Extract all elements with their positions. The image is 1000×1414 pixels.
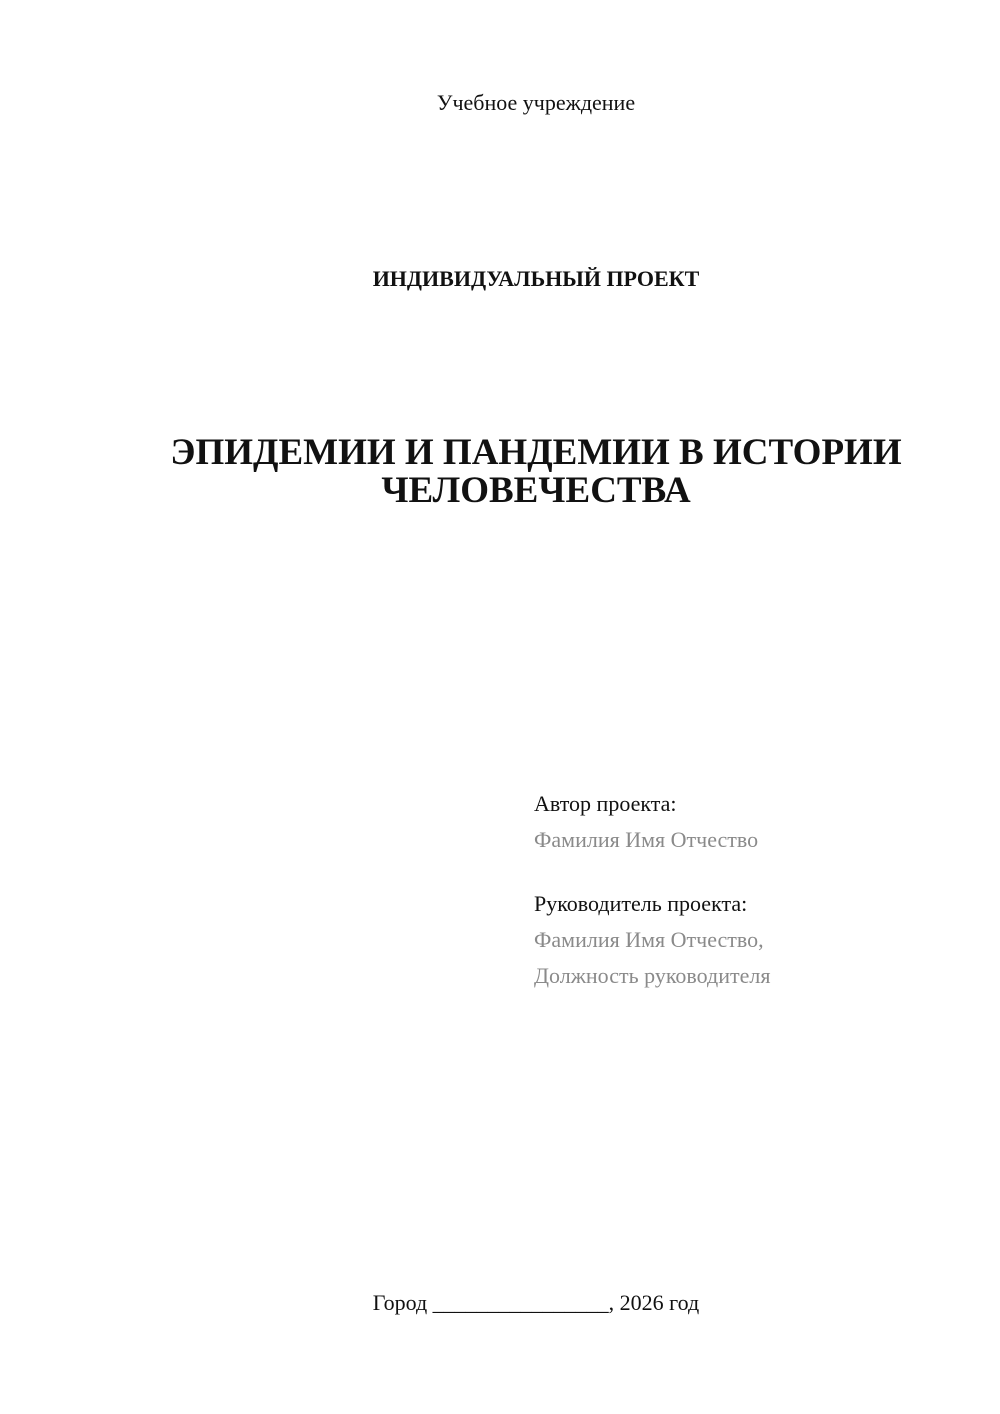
footer-city-year bbox=[0, 1290, 1000, 1316]
city-label: Город bbox=[372, 1290, 428, 1315]
institution-name: Учебное учреждение bbox=[436, 90, 636, 115]
author-name: Фамилия Имя Отчество bbox=[534, 827, 759, 852]
supervisor-name: Фамилия Имя Отчество, bbox=[534, 927, 764, 952]
supervisor-position: Должность руководителя bbox=[534, 963, 771, 988]
project-title-line-1: ЭПИДЕМИИ И ПАНДЕМИИ В ИСТОРИИ bbox=[170, 432, 902, 473]
spacer bbox=[534, 858, 770, 886]
author-label: Автор проекта: bbox=[534, 791, 677, 816]
project-title-line-2: ЧЕЛОВЕЧЕСТВА bbox=[381, 470, 691, 511]
document-type: ИНДИВИДУАЛЬНЫЙ ПРОЕКТ bbox=[372, 266, 700, 291]
author-info-block bbox=[534, 786, 770, 994]
city-blank: ________________ bbox=[432, 1290, 609, 1315]
project-title bbox=[100, 434, 972, 510]
supervisor-label: Руководитель проекта: bbox=[534, 891, 748, 916]
year-text: , 2026 год bbox=[608, 1290, 700, 1315]
